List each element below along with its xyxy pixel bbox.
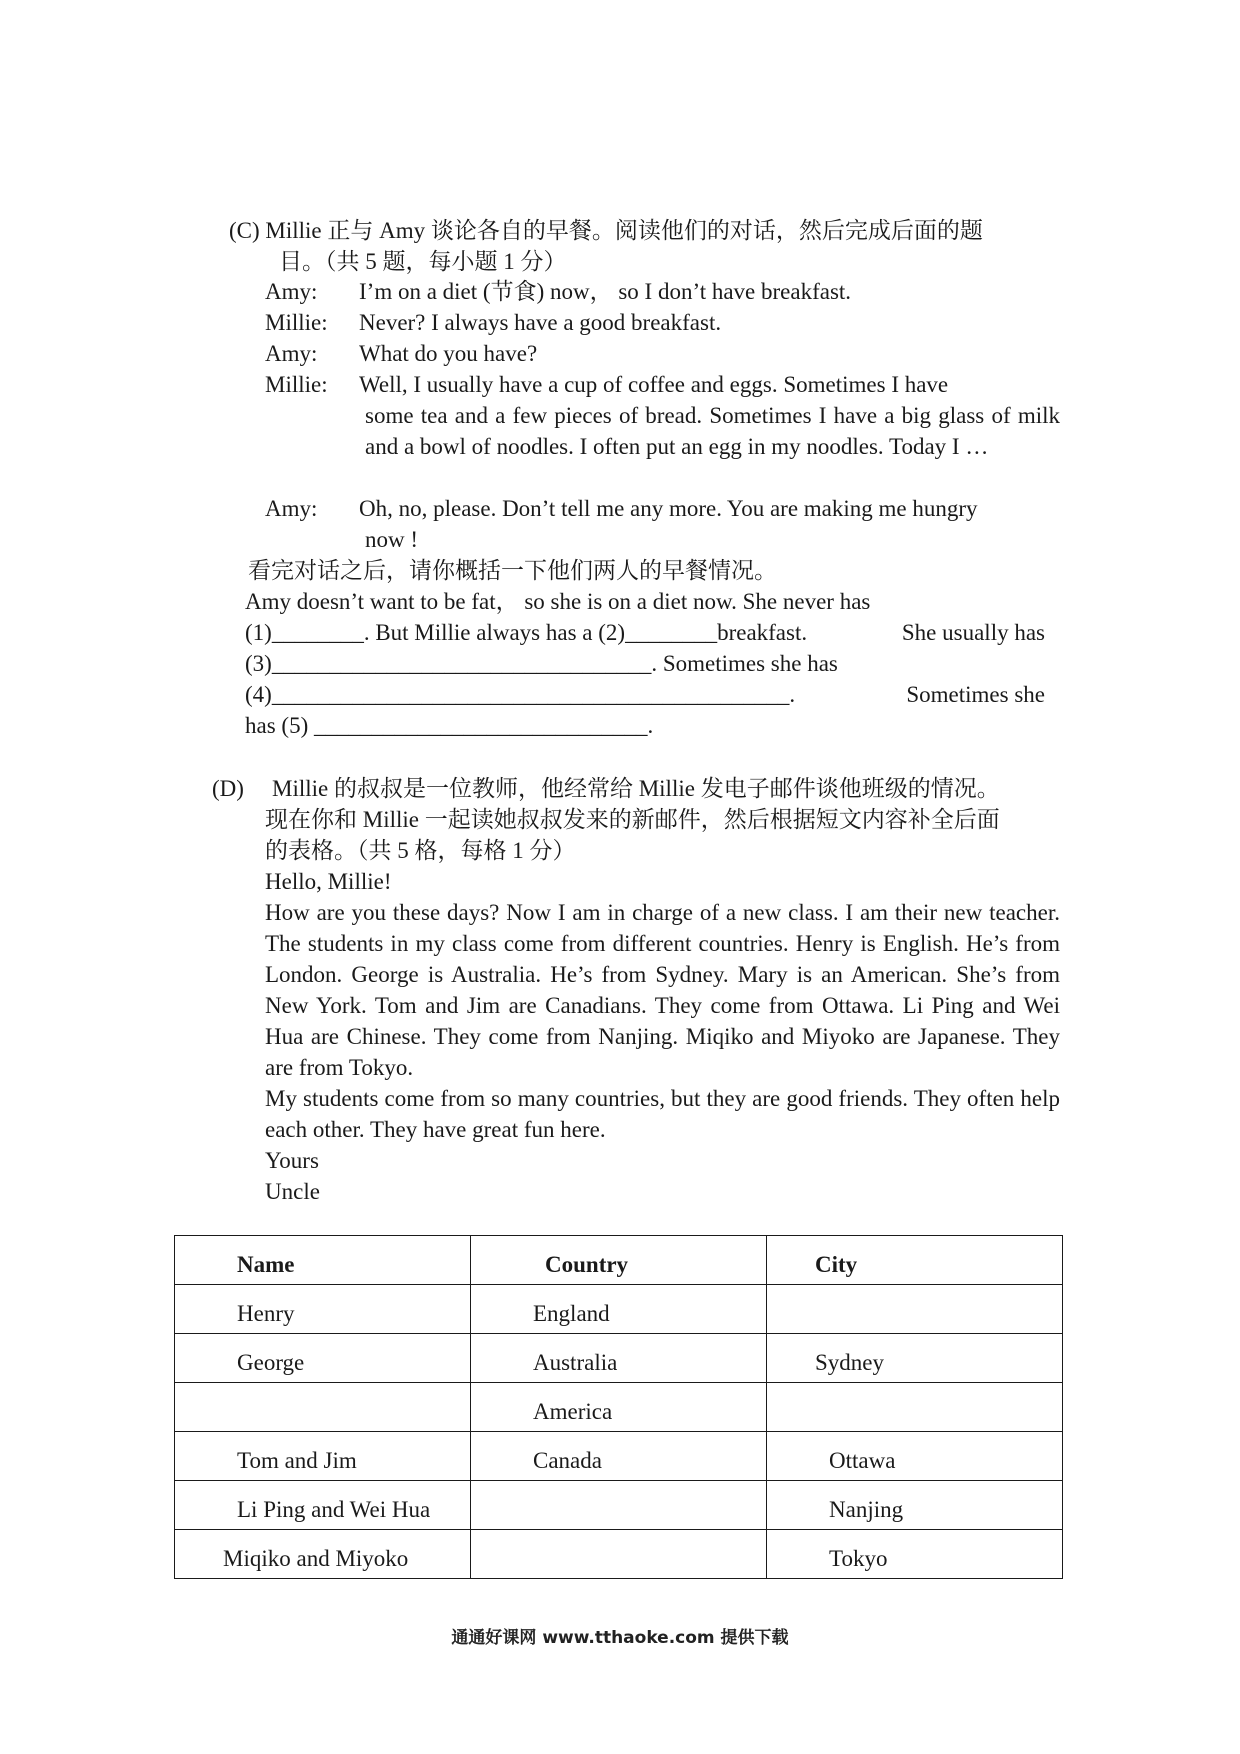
section-d-label: (D) xyxy=(212,776,244,801)
summary-line: Amy doesn’t want to be fat， so she is on a diet now. She never has xyxy=(245,589,871,614)
table-cell-city: Nanjing xyxy=(767,1481,1063,1530)
email-closing: Yours xyxy=(265,1148,319,1173)
table-row xyxy=(175,1481,1063,1530)
email-paragraph: My students come from so many countries, but they are good friends. They often help each other. They have great fun here. xyxy=(265,1086,1060,1142)
dialogue-line xyxy=(265,276,1060,307)
section-c-heading-cont: 目。（共 5 题，每小题 1 分） xyxy=(279,249,567,274)
table-row xyxy=(175,1530,1063,1579)
column-header-city: City xyxy=(767,1236,1063,1285)
summary-blank-3[interactable]: (3)_________________________________. Sometimes she has xyxy=(245,651,838,676)
dialogue-line xyxy=(265,338,1060,369)
speaker-label: Amy: xyxy=(265,496,318,521)
summary-line xyxy=(245,617,1045,648)
dialogue-text-block xyxy=(359,369,1060,462)
table-cell-country-blank[interactable] xyxy=(471,1530,767,1579)
speaker-label: Millie: xyxy=(265,372,328,397)
table-cell-country: England xyxy=(471,1285,767,1334)
table-cell-name: George xyxy=(175,1334,471,1383)
section-c-heading: (C) Millie 正与 Amy 谈论各自的早餐。阅读他们的对话，然后完成后面的题 xyxy=(229,218,983,243)
dialogue-text: Never? I always have a good breakfast. xyxy=(359,310,722,335)
table-cell-name: Henry xyxy=(175,1285,471,1334)
speaker-label: Amy: xyxy=(265,279,318,304)
dialogue-text-continuation: some tea and a few pieces of bread. Sometimes I have a big glass of milk and a bowl of noodles. I often put an egg in my noodles. Today I … xyxy=(365,403,1060,459)
summary-text: She usually has xyxy=(901,620,1045,645)
table-cell-city: Tokyo xyxy=(767,1530,1063,1579)
dialogue-line xyxy=(265,369,1060,462)
summary-line xyxy=(245,679,1045,710)
table-cell-city-blank[interactable] xyxy=(767,1383,1063,1432)
summary-text: Sometimes she xyxy=(906,682,1045,707)
table-row xyxy=(175,1432,1063,1481)
dialogue-text: What do you have? xyxy=(359,341,538,366)
email-greeting: Hello, Millie! xyxy=(265,869,392,894)
dialogue-text-continuation: now ! xyxy=(365,527,419,552)
table-row xyxy=(175,1285,1063,1334)
speaker-label: Amy: xyxy=(265,341,318,366)
summary-instruction: 看完对话之后，请你概括一下他们两人的早餐情况。 xyxy=(248,558,777,583)
table-cell-name: Miqiko and Miyoko xyxy=(175,1530,471,1579)
table-cell-country: America xyxy=(471,1383,767,1432)
column-header-name: Name xyxy=(175,1236,471,1285)
dialogue-line xyxy=(265,493,1060,555)
page-footer: 通通好课网 www.tthaoke.com 提供下载 xyxy=(451,1628,789,1648)
summary-blank-4[interactable]: (4)_____________________________________________. xyxy=(245,682,796,707)
table-cell-name: Li Ping and Wei Hua xyxy=(175,1481,471,1530)
column-header-country: Country xyxy=(471,1236,767,1285)
table-header-row xyxy=(175,1236,1063,1285)
dialogue-line xyxy=(265,307,1060,338)
table-cell-name: Tom and Jim xyxy=(175,1432,471,1481)
email-paragraph: How are you these days? Now I am in charge of a new class. I am their new teacher. The students in my class come from different countries. Henry is English. He’s from London. George is Australia. He’s from Sydney. Mary is an American. She’s from New York. Tom and Jim are Canadians. They come from Ottawa. Li Ping and Wei Hua are Chinese. They come from Nanjing. Miqiko and Miyoko are Japanese. They are from Tokyo. xyxy=(265,900,1060,1080)
table-cell-country: Australia xyxy=(471,1334,767,1383)
section-d-instruction: 的表格。（共 5 格，每格 1 分） xyxy=(265,838,576,863)
speaker-label: Millie: xyxy=(265,310,328,335)
dialogue-text-block xyxy=(359,493,1060,555)
table-row xyxy=(175,1383,1063,1432)
section-d-instruction: Millie 的叔叔是一位教师，他经常给 Millie 发电子邮件谈他班级的情况。 xyxy=(272,776,1000,801)
table-row xyxy=(175,1334,1063,1383)
email-signature: Uncle xyxy=(265,1179,320,1204)
summary-blank-1-2[interactable]: (1)________. But Millie always has a (2)________breakfast. xyxy=(245,620,808,645)
table-cell-city-blank[interactable] xyxy=(767,1285,1063,1334)
table-cell-country-blank[interactable] xyxy=(471,1481,767,1530)
section-d-instruction: 现在你和 Millie 一起读她叔叔发来的新邮件，然后根据短文内容补全后面 xyxy=(265,807,1000,832)
table-cell-city: Ottawa xyxy=(767,1432,1063,1481)
dialogue-text: I’m on a diet (节食) now， so I don’t have breakfast. xyxy=(359,279,852,304)
table-cell-name-blank[interactable] xyxy=(175,1383,471,1432)
table-cell-city: Sydney xyxy=(767,1334,1063,1383)
dialogue-text: Well, I usually have a cup of coffee and eggs. Sometimes I have xyxy=(359,372,949,397)
summary-blank-5[interactable]: has (5) _____________________________. xyxy=(245,713,654,738)
dialogue-text: Oh, no, please. Don’t tell me any more. You are making me hungry xyxy=(359,496,978,521)
student-info-table xyxy=(174,1235,1063,1579)
table-cell-country: Canada xyxy=(471,1432,767,1481)
